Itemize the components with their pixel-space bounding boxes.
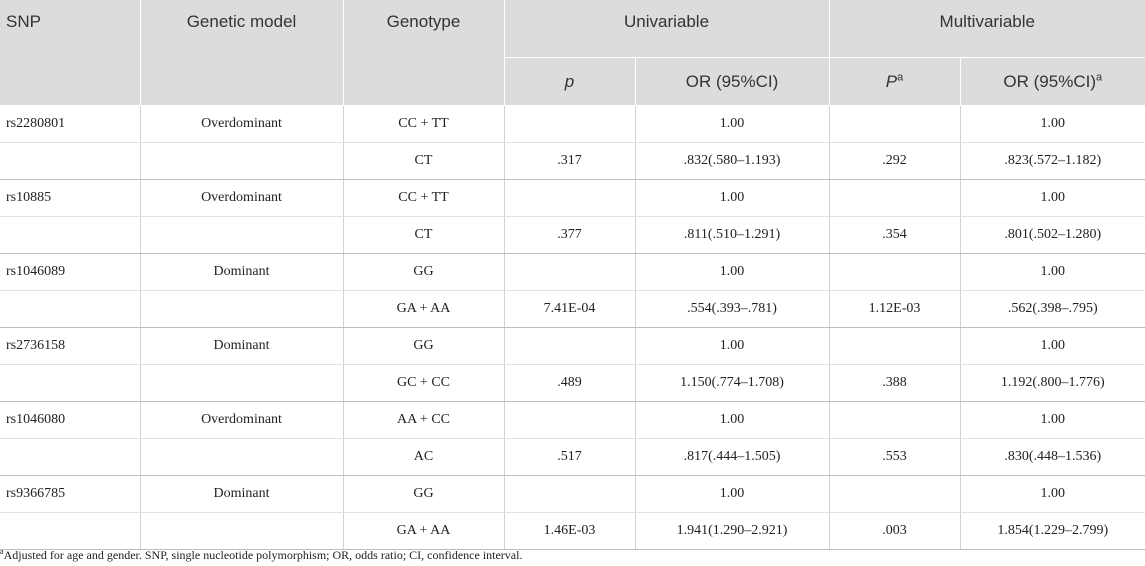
cell-model (140, 217, 343, 254)
header-multi-p-label: P (885, 71, 898, 91)
cell-snp: rs9366785 (0, 476, 140, 513)
cell-genotype: CT (343, 217, 504, 254)
cell-multi-or: 1.00 (960, 180, 1145, 217)
cell-model (140, 513, 343, 550)
table-row (0, 254, 1145, 291)
cell-genotype: GG (343, 328, 504, 365)
table-row (0, 402, 1145, 439)
cell-snp (0, 365, 140, 402)
table-row (0, 180, 1145, 217)
cell-multi-p (829, 402, 960, 439)
cell-uni-p (504, 254, 635, 291)
cell-snp: rs2736158 (0, 328, 140, 365)
cell-genotype: AC (343, 439, 504, 476)
cell-uni-p: .489 (504, 365, 635, 402)
header-multivariable: Multivariable (829, 0, 1145, 58)
table-footnote (0, 548, 522, 563)
cell-genotype: CC + TT (343, 106, 504, 143)
cell-snp: rs10885 (0, 180, 140, 217)
cell-snp (0, 513, 140, 550)
header-multi-or-sup: a (1095, 70, 1103, 83)
cell-genotype: GA + AA (343, 291, 504, 328)
cell-uni-or: 1.941(1.290–2.921) (635, 513, 829, 550)
table-row (0, 328, 1145, 365)
cell-multi-p (829, 106, 960, 143)
cell-multi-or: 1.00 (960, 476, 1145, 513)
cell-uni-p: .377 (504, 217, 635, 254)
footnote-text: Adjusted for age and gender. SNP, single nucleotide polymorphism; OR, odds ratio; CI, confidence interval. (3, 548, 523, 562)
cell-genotype: GG (343, 254, 504, 291)
cell-uni-or: .832(.580–1.193) (635, 143, 829, 180)
header-multi-p-sup: a (897, 70, 904, 83)
cell-uni-p: 7.41E-04 (504, 291, 635, 328)
cell-multi-or: .830(.448–1.536) (960, 439, 1145, 476)
table-row (0, 513, 1145, 550)
header-multi-or-label: OR (95%CI) (1003, 71, 1096, 91)
cell-multi-p: 1.12E-03 (829, 291, 960, 328)
table-row (0, 291, 1145, 328)
header-genetic-model: Genetic model (140, 0, 343, 106)
cell-multi-or: 1.00 (960, 328, 1145, 365)
cell-model: Dominant (140, 254, 343, 291)
cell-snp: rs2280801 (0, 106, 140, 143)
header-univariable: Univariable (504, 0, 829, 58)
cell-uni-or: .817(.444–1.505) (635, 439, 829, 476)
cell-multi-p (829, 180, 960, 217)
cell-uni-or: 1.00 (635, 254, 829, 291)
cell-multi-p (829, 254, 960, 291)
cell-multi-p: .003 (829, 513, 960, 550)
cell-multi-or: .562(.398–.795) (960, 291, 1145, 328)
cell-multi-p: .553 (829, 439, 960, 476)
header-uni-or: OR (95%CI) (635, 58, 829, 106)
table-header (0, 0, 1145, 106)
cell-snp (0, 143, 140, 180)
cell-genotype: GG (343, 476, 504, 513)
cell-uni-p (504, 106, 635, 143)
cell-multi-or: 1.854(1.229–2.799) (960, 513, 1145, 550)
header-uni-p: p (504, 58, 635, 106)
table-body (0, 106, 1145, 550)
cell-model (140, 143, 343, 180)
cell-snp (0, 439, 140, 476)
header-genotype: Genotype (343, 0, 504, 106)
table-row (0, 439, 1145, 476)
cell-uni-or: 1.00 (635, 328, 829, 365)
cell-multi-p: .354 (829, 217, 960, 254)
table-row (0, 217, 1145, 254)
table-row (0, 476, 1145, 513)
cell-uni-or: 1.00 (635, 180, 829, 217)
cell-uni-p: .517 (504, 439, 635, 476)
cell-multi-or: 1.00 (960, 254, 1145, 291)
cell-multi-p: .388 (829, 365, 960, 402)
cell-uni-p (504, 402, 635, 439)
cell-uni-p (504, 476, 635, 513)
cell-multi-or: .801(.502–1.280) (960, 217, 1145, 254)
cell-multi-p: .292 (829, 143, 960, 180)
cell-multi-or: 1.00 (960, 106, 1145, 143)
cell-multi-or: .823(.572–1.182) (960, 143, 1145, 180)
table-row (0, 143, 1145, 180)
cell-model: Overdominant (140, 402, 343, 439)
cell-genotype: AA + CC (343, 402, 504, 439)
table-row (0, 365, 1145, 402)
header-snp: SNP (0, 0, 140, 106)
header-multi-or (960, 58, 1145, 106)
cell-uni-p (504, 180, 635, 217)
cell-model: Dominant (140, 328, 343, 365)
cell-snp: rs1046080 (0, 402, 140, 439)
cell-model: Overdominant (140, 180, 343, 217)
cell-uni-or: 1.00 (635, 106, 829, 143)
cell-snp: rs1046089 (0, 254, 140, 291)
footnote-marker: a (0, 547, 4, 556)
cell-snp (0, 217, 140, 254)
cell-model (140, 439, 343, 476)
cell-uni-or: .811(.510–1.291) (635, 217, 829, 254)
cell-genotype: CT (343, 143, 504, 180)
cell-model (140, 365, 343, 402)
cell-snp (0, 291, 140, 328)
cell-uni-p: 1.46E-03 (504, 513, 635, 550)
cell-model (140, 291, 343, 328)
cell-uni-or: 1.00 (635, 476, 829, 513)
cell-uni-or: 1.00 (635, 402, 829, 439)
cell-model: Dominant (140, 476, 343, 513)
header-multi-p (829, 58, 960, 106)
cell-uni-p: .317 (504, 143, 635, 180)
cell-uni-or: .554(.393–.781) (635, 291, 829, 328)
cell-genotype: GC + CC (343, 365, 504, 402)
cell-multi-p (829, 476, 960, 513)
cell-model: Overdominant (140, 106, 343, 143)
cell-uni-p (504, 328, 635, 365)
cell-genotype: GA + AA (343, 513, 504, 550)
table-row (0, 106, 1145, 143)
cell-uni-or: 1.150(.774–1.708) (635, 365, 829, 402)
cell-multi-p (829, 328, 960, 365)
cell-multi-or: 1.00 (960, 402, 1145, 439)
cell-genotype: CC + TT (343, 180, 504, 217)
cell-multi-or: 1.192(.800–1.776) (960, 365, 1145, 402)
